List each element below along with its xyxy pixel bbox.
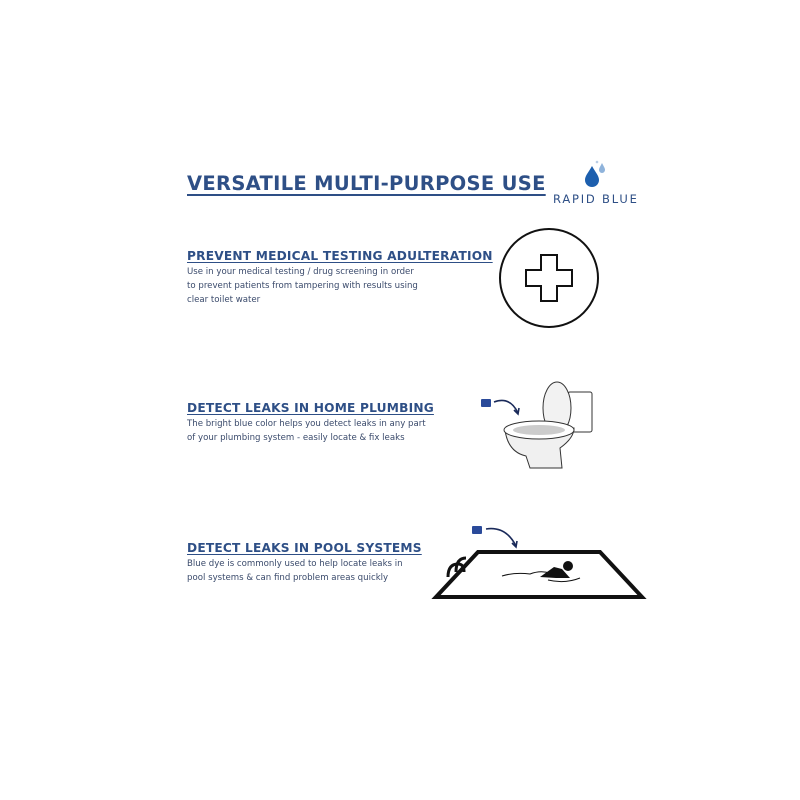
brand-name: RAPID BLUE (553, 192, 639, 206)
medical-cross-icon (497, 226, 601, 330)
water-drop-logo-icon (582, 158, 612, 190)
section-heading-pool: DETECT LEAKS IN POOL SYSTEMS (187, 541, 422, 555)
section-text-plumbing: The bright blue color helps you detect leaks in any part of your plumbing system - easily locate & fix leaks (187, 419, 426, 443)
section-text-pool: Blue dye is commonly used to help locate leaks in pool systems & can find problem areas quickly (187, 559, 403, 583)
pool-icon (430, 522, 650, 604)
page-title: VERSATILE MULTI-PURPOSE USE (187, 172, 546, 195)
section-heading-medical: PREVENT MEDICAL TESTING ADULTERATION (187, 249, 493, 263)
section-heading-plumbing: DETECT LEAKS IN HOME PLUMBING (187, 401, 434, 415)
section-text-medical: Use in your medical testing / drug screening in order to prevent patients from tampering with results using clear toilet water (187, 267, 418, 305)
dye-tablet-icon (481, 399, 491, 407)
dye-tablet-icon (472, 526, 482, 534)
toilet-icon (478, 380, 598, 472)
